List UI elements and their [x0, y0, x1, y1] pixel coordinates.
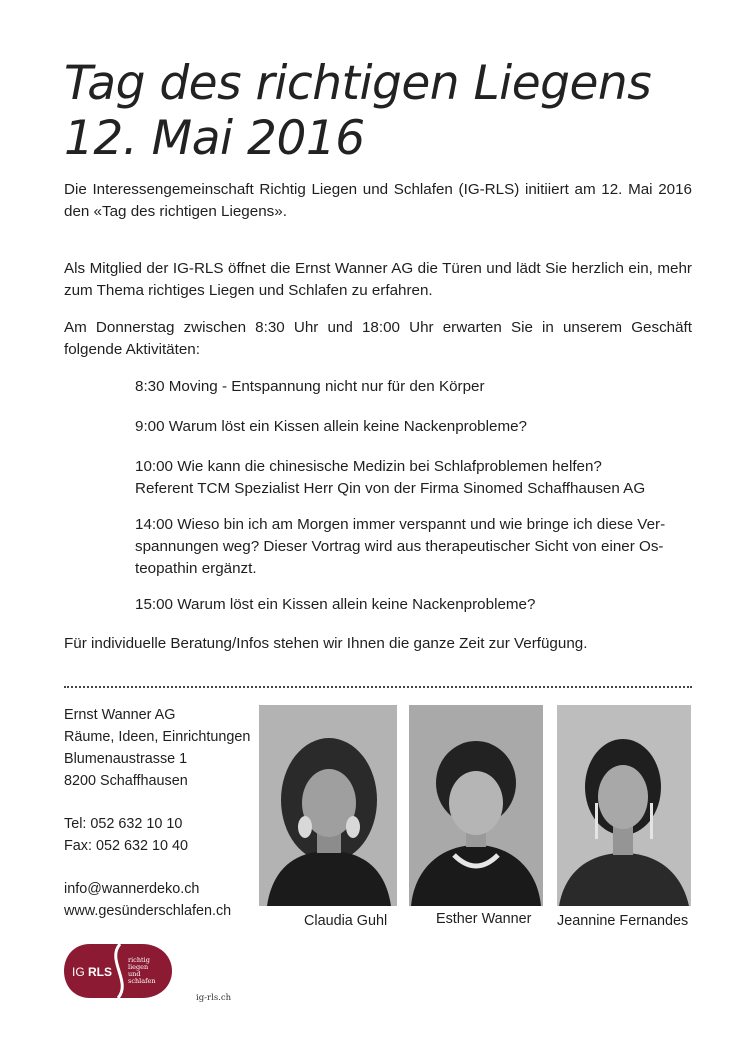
activity-text: 10:00 Wie kann die chinesische Medizin bei Schlafproblemen helfen?	[135, 458, 602, 475]
city-address: 8200 Schaffhausen	[64, 773, 188, 789]
activity-item	[135, 456, 695, 500]
street-address: Blumenaustrasse 1	[64, 751, 188, 767]
activity-text: teopathin ergänzt.	[135, 560, 257, 577]
activity-item	[135, 376, 695, 398]
activity-text: spannungen weg? Dieser Vortrag wird aus therapeutischer Sicht von einer Os-	[135, 538, 664, 555]
person-silhouette-icon	[409, 705, 543, 906]
company-name: Ernst Wanner AG	[64, 707, 176, 723]
title-line-2: 12. Mai 2016	[64, 111, 365, 166]
person-photo	[557, 705, 691, 906]
person-name: Claudia Guhl	[304, 913, 388, 929]
company-tagline: Räume, Ideen, Einrichtungen	[64, 729, 251, 745]
logo-rls-text: RLS	[88, 965, 113, 979]
activity-text: 8:30 Moving - Entspannung nicht nur für den Körper	[135, 378, 485, 395]
person-name: Esther Wanner	[436, 911, 532, 927]
invitation-paragraph: Als Mitglied der IG-RLS öffnet die Ernst Wanner AG die Türen und lädt Sie herzlich ein, mehr zum Thema richtiges Liegen und Schlafen zu erfahren.	[64, 260, 692, 299]
logo-url[interactable]: ig-rls.ch	[196, 993, 232, 1003]
contact-block	[64, 704, 250, 922]
person-name: Jeannine Fernandes	[557, 913, 689, 929]
activity-text: 9:00 Warum löst ein Kissen allein keine Nackenprobleme?	[135, 418, 527, 435]
activity-item	[135, 594, 695, 616]
logo-tagline: richtig liegen und schlafen	[128, 956, 156, 985]
person-silhouette-icon	[259, 705, 397, 906]
person-silhouette-icon	[557, 705, 691, 906]
intro-paragraph: Die Interessengemeinschaft Richtig Liegen und Schlafen (IG-RLS) initiiert am 12. Mai 2016 den «Tag des richtigen Liegens».	[64, 181, 692, 220]
ig-rls-logo	[62, 942, 174, 1005]
email-link[interactable]: info@wannerdeko.ch	[64, 881, 200, 897]
fax-number: Fax: 052 632 10 40	[64, 838, 189, 854]
activity-item	[135, 514, 695, 580]
thursday-paragraph: Am Donnerstag zwischen 8:30 Uhr und 18:00 Uhr erwarten Sie in unserem Geschäft folgende Aktivitäten:	[64, 319, 692, 358]
phone-number: Tel: 052 632 10 10	[64, 816, 183, 832]
website-link[interactable]: www.gesünderschlafen.ch	[64, 903, 232, 919]
activity-item	[135, 416, 695, 438]
person-photo	[409, 705, 543, 906]
activity-text: 14:00 Wieso bin ich am Morgen immer verspannt und wie bringe ich diese Ver-	[135, 516, 666, 533]
dotted-divider	[64, 686, 692, 688]
page-title	[64, 56, 651, 166]
closing-paragraph: Für individuelle Beratung/Infos stehen wir Ihnen die ganze Zeit zur Verfügung.	[64, 635, 588, 652]
title-line-1: Tag des richtigen Liegens	[64, 56, 652, 111]
ig-rls-logo-icon	[62, 942, 174, 1000]
svg-text:IG RLS	[72, 965, 112, 979]
activity-text: Referent TCM Spezialist Herr Qin von der Firma Sinomed Schaffhausen AG	[135, 480, 646, 497]
person-photo	[259, 705, 397, 906]
activity-text: 15:00 Warum löst ein Kissen allein keine Nackenprobleme?	[135, 596, 536, 613]
logo-ig-text: IG	[72, 965, 85, 979]
